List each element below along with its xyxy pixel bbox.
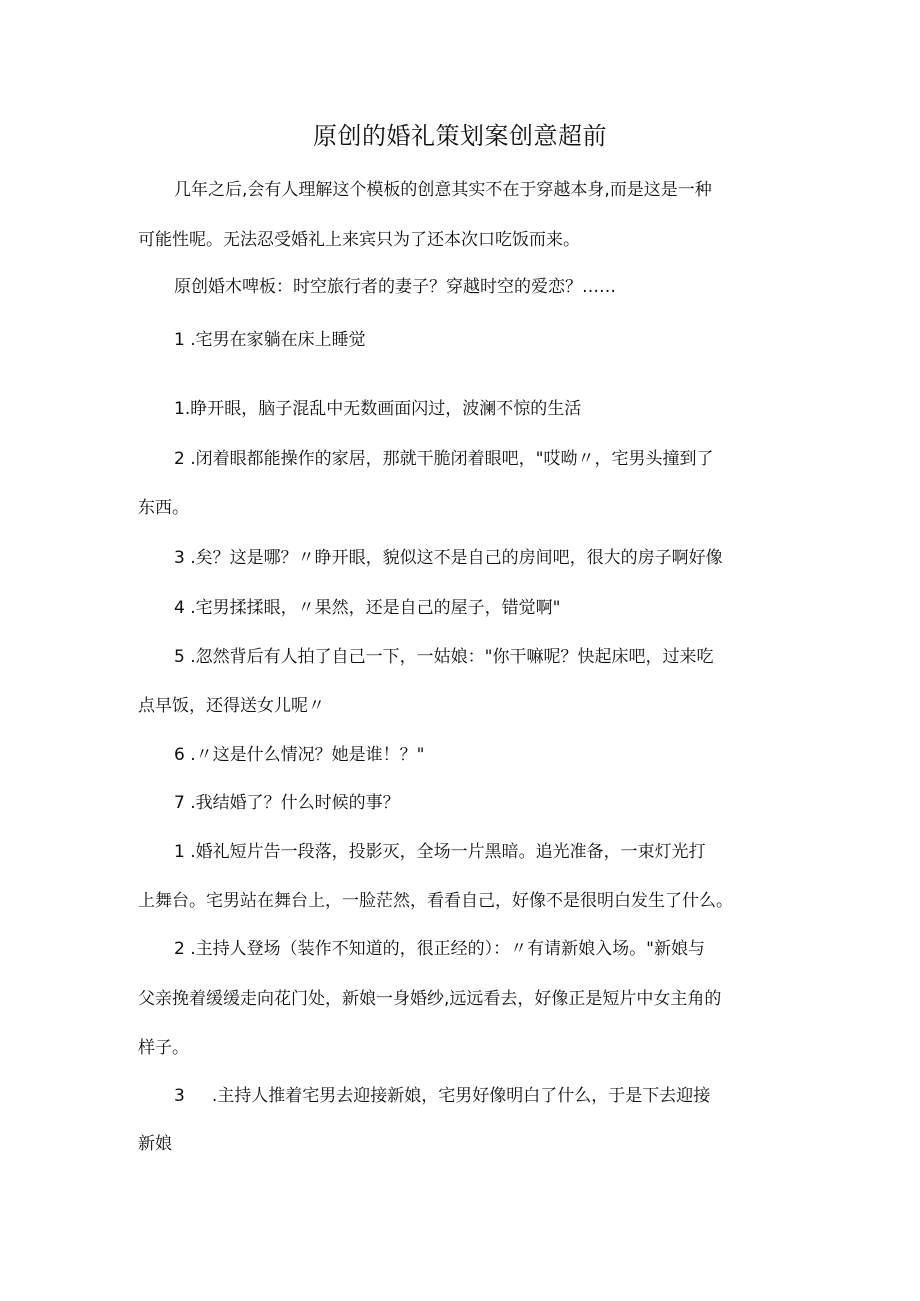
paragraph-line: 东西。 bbox=[138, 498, 189, 518]
paragraph-line: 新娘 bbox=[138, 1134, 172, 1154]
list-item: 6 .〃这是什么情况？她是谁！？" bbox=[174, 745, 425, 765]
list-item: 1 .婚礼短片告一段落，投影灭，全场一片黑暗。追光准备，一束灯光打 bbox=[174, 842, 706, 862]
list-item: 4 .宅男揉揉眼，〃果然，还是自己的屋子，错觉啊" bbox=[174, 598, 561, 618]
list-item: 2 .闭着眼都能操作的家居，那就干脆闭着眼吧，"哎呦〃，宅男头撞到了 bbox=[174, 449, 714, 469]
list-item: 3 .矣？这是哪？〃睁开眼，貌似这不是自己的房间吧，很大的房子啊好像 bbox=[174, 548, 723, 568]
list-item: 1.睁开眼，脑子混乱中无数画面闪过，波澜不惊的生活 bbox=[174, 399, 582, 419]
list-item: 3 .主持人推着宅男去迎接新娘，宅男好像明白了什么，于是下去迎接 bbox=[174, 1086, 711, 1106]
paragraph-line: 原创婚木啤板：时空旅行者的妻子？穿越时空的爱恋？…… bbox=[174, 277, 616, 297]
paragraph-line: 父亲挽着缓缓走向花门处，新娘一身婚纱,远远看去，好像正是短片中女主角的 bbox=[138, 989, 722, 1009]
list-item: 7 .我结婚了？什么时候的事？ bbox=[174, 793, 400, 813]
paragraph-line: 点早饭，还得送女儿呢〃 bbox=[138, 696, 325, 716]
paragraph-line: 上舞台。宅男站在舞台上，一脸茫然，看看自己，好像不是很明白发生了什么。 bbox=[138, 891, 733, 911]
list-item: 1 .宅男在家躺在床上睡觉 bbox=[174, 330, 366, 350]
list-item: 2 .主持人登场（装作不知道的，很正经的）：〃有请新娘入场。"新娘与 bbox=[174, 939, 705, 959]
paragraph-line: 样子。 bbox=[138, 1038, 189, 1058]
list-item: 5 .忽然背后有人拍了自己一下，一姑娘："你干嘛呢？快起床吧，过来吃 bbox=[174, 647, 714, 667]
paragraph-line: 可能性呢。无法忍受婚礼上来宾只为了还本次口吃饭而来。 bbox=[138, 230, 580, 250]
paragraph-line: 几年之后,会有人理解这个模板的创意其实不在于穿越本身,而是这是一种 bbox=[174, 180, 712, 200]
document-title: 原创的婚礼策划案创意超前 bbox=[313, 122, 607, 150]
